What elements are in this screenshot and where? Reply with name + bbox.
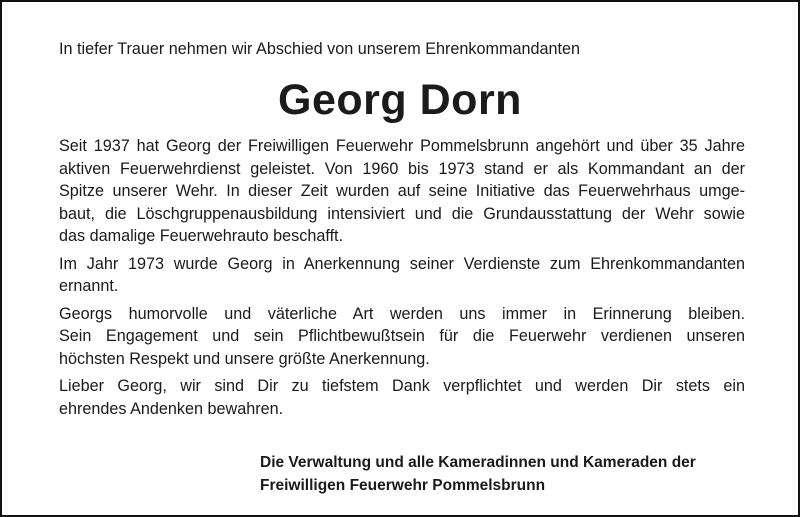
text-line: Spitze unserer Wehr. In dieser Zeit wurden auf seine Initiative das Feuerwehrhaus umge- [59, 182, 745, 200]
text-line: aktiven Feuerwehrdienst geleistet. Von 1960 bis 1973 stand er als Kommandant an der [59, 159, 745, 178]
text-line: Lieber Georg, wir sind Dir zu tiefstem Dank verpflichtet und werden Dir stets ein [59, 377, 745, 395]
paragraph-farewell [59, 375, 745, 420]
text-line: das damalige Feuerwehrauto beschafft. [59, 227, 344, 245]
text-line: ehrendes Andenken bewahren. [59, 399, 284, 418]
text-line: Im Jahr 1973 wurde Georg in Anerkennung seiner Verdienste zum Ehrenkommandanten [59, 254, 745, 273]
intro-line: In tiefer Trauer nehmen wir Abschied von unserem Ehrenkommandanten [59, 40, 580, 58]
paragraph-service [59, 135, 745, 248]
text-line: baut, die Löschgruppenausbildung intensiviert und die Grundausstattung der Wehr sowie [59, 204, 745, 223]
text-line: Georgs humorvolle und väterliche Art werden uns immer in Erinnerung bleiben. [59, 304, 745, 323]
text-line: ernannt. [59, 277, 119, 295]
text-line: höchsten Respekt und unsere größte Anerkennung. [59, 349, 430, 368]
paragraph-honorary [59, 253, 745, 298]
signature-block [260, 452, 696, 497]
text-line: Sein Engagement und sein Pflichtbewußtsein für die Feuerwehr verdienen unseren [59, 327, 745, 345]
signature-line: Freiwilligen Feuerwehr Pommelsbrunn [260, 476, 546, 494]
signature-line: Die Verwaltung und alle Kameradinnen und Kameraden der [260, 454, 696, 471]
text-line: Seit 1937 hat Georg der Freiwilligen Feuerwehr Pommelsbrunn angehört und über 35 Jahre [59, 137, 745, 155]
deceased-name: Georg Dorn [278, 76, 522, 124]
paragraph-remembrance [59, 303, 745, 371]
obituary-body [59, 135, 745, 425]
